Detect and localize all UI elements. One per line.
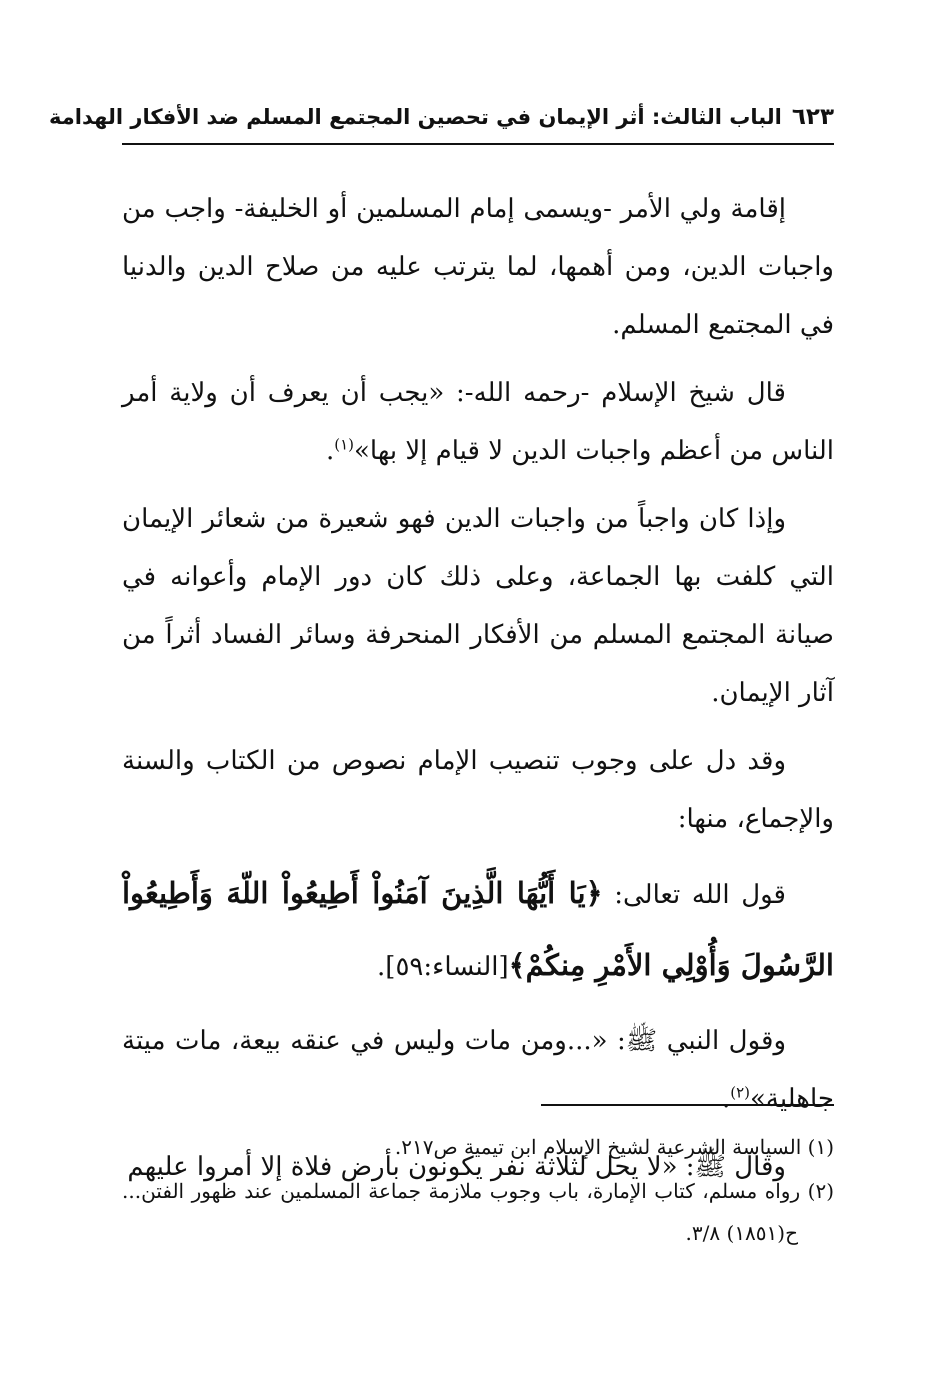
footnotes <box>122 1126 834 1256</box>
quran-verse: ﴿يَا أَيُّهَا الَّذِينَ آمَنُواْ أَطِيعُواْ اللّهَ وَأَطِيعُواْ الرَّسُولَ وَأُوْلِي الأَمْرِ مِنكُمْ﴾ <box>122 876 834 982</box>
footnote-divider <box>541 1104 834 1106</box>
chapter-title: الباب الثالث: أثر الإيمان في تحصين المجتمع المسلم ضد الأفكار الهدامة <box>49 105 782 129</box>
verse-reference: [النساء:٥٩]. <box>377 952 509 982</box>
footnote: (٢) رواه مسلم، كتاب الإمارة، باب وجوب ملازمة جماعة المسلمين عند ظهور الفتن... ح(١٨٥١) ٣/٨. <box>122 1179 834 1245</box>
running-header <box>49 96 834 138</box>
paragraph: وقال ﷺ: «لا يحل لثلاثة نفر يكونون بأرض فلاة إلا أمروا عليهم <box>127 1152 786 1182</box>
quote-text: قال شيخ الإسلام -رحمه الله-: «يجب أن يعرف أن ولاية أمر الناس من أعظم واجبات الدين لا قيام إلا بها» <box>122 378 834 466</box>
footnote: (١) السياسة الشرعية لشيخ الإسلام ابن تيمية ص٢١٧. <box>394 1135 834 1159</box>
verse-intro: قول الله تعالى: <box>602 880 786 910</box>
paragraph: إقامة ولي الأمر -ويسمى إمام المسلمين أو الخليفة- واجب من واجبات الدين، ومن أهمها، لما يترتب عليه من صلاح الدين والدنيا في المجتمع المسلم. <box>122 194 834 340</box>
footnote-ref[interactable]: (٢) <box>730 1083 750 1102</box>
paragraph <box>122 1012 834 1128</box>
paragraph: وإذا كان واجباً من واجبات الدين فهو شعيرة من شعائر الإيمان التي كلفت بها الجماعة، وعلى ذلك كان دور الإمام وأعوانه في صيانة المجتمع المسلم من الأفكار المنحرفة وسائر الفساد أثراً من آثار الإيمان. <box>122 504 834 708</box>
main-text <box>122 180 834 1206</box>
page-number: ٦٢٣ <box>791 104 834 130</box>
paragraph <box>122 858 834 1002</box>
footnote-ref[interactable]: (١) <box>334 435 354 454</box>
paragraph: وقد دل على وجوب تنصيب الإمام نصوص من الكتاب والسنة والإجماع، منها: <box>122 746 834 834</box>
paragraph <box>122 364 834 480</box>
punctuation: . <box>721 1084 731 1114</box>
hadith-text: وقول النبي ﷺ: «...ومن مات وليس في عنقه بيعة، مات ميتة جاهلية» <box>122 1026 834 1114</box>
header-divider <box>122 143 834 145</box>
punctuation: . <box>325 436 335 466</box>
